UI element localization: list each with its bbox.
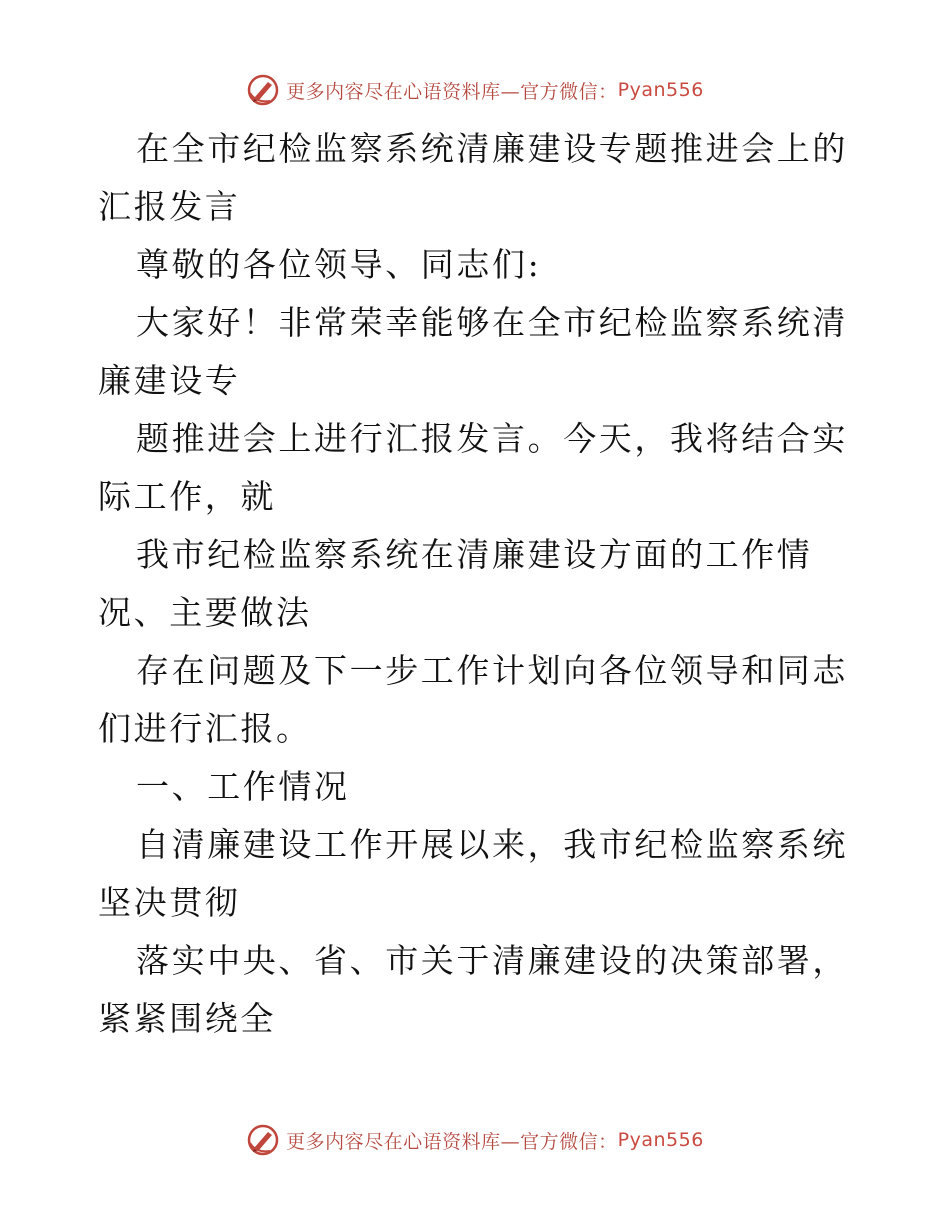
watermark-text: 更多内容尽在心语资料库—官方微信： [286,80,618,103]
document-title: 在全市纪检监察系统清廉建设专题推进会上的汇报发言 [98,129,848,226]
footer-watermark [0,1120,950,1160]
header-watermark [0,70,950,110]
pen-logo-icon [246,1123,280,1157]
paragraph: 存在问题及下一步工作计划向各位领导和同志们进行汇报。 [98,651,848,748]
salutation: 尊敬的各位领导、同志们: [136,245,542,284]
paragraph: 自清廉建设工作开展以来，我市纪检监察系统坚决贯彻 [98,825,848,922]
section-heading: 一、工作情况 [136,767,350,806]
paragraph: 我市纪检监察系统在清廉建设方面的工作情况、主要做法 [98,535,813,632]
document-body [98,120,858,1048]
paragraph: 落实中央、省、市关于清廉建设的决策部署，紧紧围绕全 [98,941,848,1038]
watermark-text: 更多内容尽在心语资料库—官方微信： [286,1130,618,1153]
watermark-wechat-id: Pyan556 [617,79,704,101]
paragraph: 大家好！非常荣幸能够在全市纪检监察系统清廉建设专 [98,303,848,400]
watermark-wechat-id: Pyan556 [617,1129,704,1151]
pen-logo-icon [246,73,280,107]
paragraph: 题推进会上进行汇报发言。今天，我将结合实际工作，就 [98,419,848,516]
